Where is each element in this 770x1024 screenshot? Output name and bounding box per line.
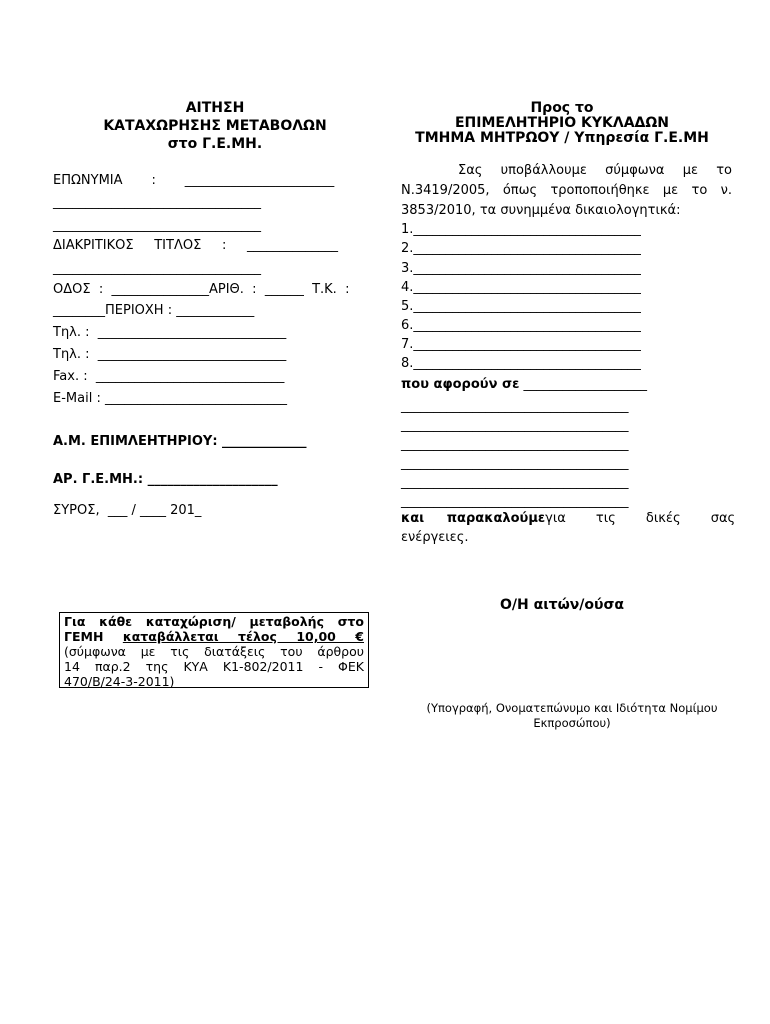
attachment-item-1: 1.___________________________________: [401, 222, 641, 237]
tel-field-2: Τηλ. : _____________________________: [53, 347, 287, 362]
attachment-item-7: 7.___________________________________: [401, 337, 641, 352]
energeies-text: ενέργειες.: [401, 530, 469, 545]
attachment-item-5: 5.___________________________________: [401, 299, 641, 314]
right-title-1: Προς το: [530, 100, 594, 116]
attachment-item-4: 4.___________________________________: [401, 280, 641, 295]
attachment-item-8: 8.___________________________________: [401, 356, 641, 371]
odos-field: ΟΔΟΣ : _______________ΑΡΙΘ. : ______ Τ.Κ. :: [53, 282, 350, 297]
diakritikos-titlos-field: ΔΙΑΚΡΙΤΙΚΟΣ ΤΙΤΛΟΣ : ______________: [53, 238, 338, 253]
parakaloume-rest: για τις δικές σας: [545, 511, 736, 526]
aforoun-blank-3: ___________________________________: [401, 437, 629, 452]
fax-field: Fax. : _____________________________: [53, 369, 285, 384]
right-title-3: ΤΜΗΜΑ ΜΗΤΡΩΟΥ / Υπηρεσία Γ.Ε.ΜΗ: [415, 130, 709, 146]
tel-field-1: Τηλ. : _____________________________: [53, 325, 287, 340]
fee-line-2: [64, 629, 364, 644]
signature-caption-2: Εκπροσώπου): [533, 716, 611, 730]
aforoun-se-line: [401, 374, 647, 396]
fee-line-1: Για κάθε καταχώριση/ μεταβολής στο: [64, 614, 364, 629]
eponymia-field: ΕΠΩΝΥΜΙΑ : _______________________: [53, 173, 335, 188]
am-epimelitiriou-field: Α.Μ. ΕΠΙΜΛΕΗΤΗΡΙΟΥ: _____________: [53, 434, 307, 449]
right-title-2: ΕΠΙΜΕΛΗΤΗΡΙΟ ΚΥΚΛΑΔΩΝ: [454, 115, 669, 131]
ar-gemi-field: ΑΡ. Γ.Ε.ΜΗ.: ____________________: [53, 472, 278, 487]
applicant-heading: Ο/Η αιτών/ούσα: [499, 597, 625, 613]
attachment-item-3: 3.___________________________________: [401, 261, 641, 276]
intro-para-1: Σας υποβάλλουμε σύμφωνα με το: [458, 163, 732, 178]
signature-caption-1: (Υπογραφή, Ονοματεπώνυμο και Ιδιότητα Νομίμου: [426, 701, 718, 715]
diakritikos-blank: ________________________________: [53, 261, 261, 276]
intro-para-2: Ν.3419/2005, όπως τροποποιήθηκε με το ν.: [401, 183, 732, 198]
eponymia-blank-1: ________________________________: [53, 195, 261, 210]
left-title-1: ΑΙΤΗΣΗ: [185, 100, 245, 116]
fee-amount: καταβάλλεται τέλος 10,00 €: [122, 629, 364, 644]
aforoun-blank-5: ___________________________________: [401, 475, 629, 490]
left-title-3: στο Γ.Ε.ΜΗ.: [167, 136, 263, 152]
aforoun-blank-6: ___________________________________: [401, 494, 629, 509]
aforoun-se-blank: ___________________: [519, 377, 647, 392]
aforoun-se-label: που αφορούν σε: [401, 377, 520, 392]
perioxi-field: ________ΠΕΡΙΟΧΗ : ____________: [53, 303, 255, 318]
syros-date: ΣΥΡΟΣ, ___ / ____ 201_: [53, 503, 202, 518]
attachment-item-2: 2.___________________________________: [401, 241, 641, 256]
aforoun-blank-1: ___________________________________: [401, 399, 629, 414]
aforoun-blank-2: ___________________________________: [401, 418, 629, 433]
intro-para-3: 3853/2010, τα συνημμένα δικαιολογητικά:: [401, 203, 681, 218]
fee-line-5: 470/Β/24-3-2011): [64, 674, 175, 689]
parakaloume-bold: και παρακαλούμε: [401, 511, 546, 526]
fee-line-4: 14 παρ.2 της ΚΥΑ Κ1-802/2011 - ΦΕΚ: [64, 659, 364, 674]
aforoun-blank-4: ___________________________________: [401, 456, 629, 471]
eponymia-blank-2: ________________________________: [53, 218, 261, 233]
fee-line-2-prefix: ΓΕΜΗ: [64, 629, 123, 644]
left-title-2: ΚΑΤΑΧΩΡΗΣΗΣ ΜΕΤΑΒΟΛΩΝ: [103, 118, 327, 134]
fee-line-3: (σύμφωνα με τις διατάξεις του άρθρου: [64, 644, 364, 659]
email-field: E-Mail : ____________________________: [53, 391, 287, 406]
fee-notice-box: [59, 612, 369, 688]
attachment-item-6: 6.___________________________________: [401, 318, 641, 333]
